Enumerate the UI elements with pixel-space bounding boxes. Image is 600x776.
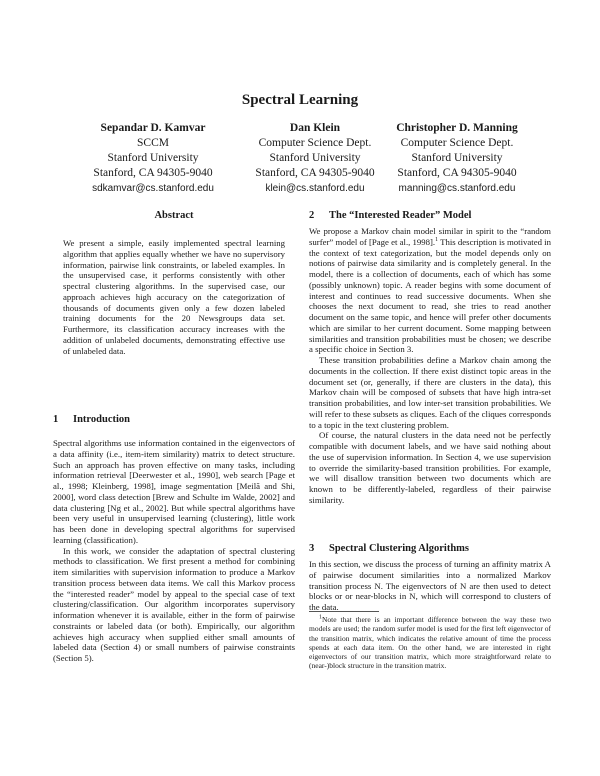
abstract-heading: Abstract [154, 210, 194, 221]
intro-paragraph-2: In this work, we consider the adaptation of spectral clustering methods to classification. We first present a method for combining item similarities with supervision information to produce a Markov transition process between data items. We call this Markov process the “interested reader” model by appeal to the special case of text clustering/classification. Our algorithm incorporates supervisory information whenever it is available, either in the form of pairwise constraints or labeled data (or both). Empirically, our algorithm achieves high accuracy when supplied either small amounts of labeled data (Section 4) or small numbers of pairwise constraints (Section 5). [53, 545, 295, 663]
model-paragraph-1 [309, 226, 551, 355]
author-org: Stanford University [107, 152, 199, 164]
model-paragraph-3: Of course, the natural clusters in the data need not be perfectly compatible with document labels, and we have said nothing about the use of supervision information. In Section 4, we use supervision to override the similarity-based transition probilities. For example, we will disallow transition between two documents which are known to be differently-labeled, regardless of their pairwise similarity. [309, 430, 551, 505]
footnote-marker: 1 [319, 614, 322, 621]
author-name: Christopher D. Manning [396, 122, 518, 134]
author-dept: Computer Science Dept. [400, 137, 514, 149]
section-heading [309, 210, 471, 221]
author-dept: Computer Science Dept. [258, 137, 372, 149]
section-heading [309, 543, 469, 554]
section-title: The “Interested Reader” Model [329, 210, 472, 221]
section-number: 2 [309, 210, 315, 221]
author-address: Stanford, CA 94305-9040 [397, 167, 517, 179]
paper-title: Spectral Learning [241, 92, 359, 108]
author-email: klein@cs.stanford.edu [265, 183, 365, 194]
abstract-text: We present a simple, easily implemented spectral learning algorithm that applies equally whether we have no supervisory information, pairwise link constraints, or labeled examples. In the unsupervised case, it performs consistently with other spectral clustering algorithms. In the supervised case, our approach achieves high accuracy on the categorization of thousands of documents given only a few dozen labeled training documents for the 20 Newsgroups data set. Furthermore, its classification accuracy increases with the addition of unlabeled documents, demonstrating effective use of unlabeled data. [63, 238, 285, 356]
author-org: Stanford University [269, 152, 361, 164]
author-email: sdkamvar@cs.stanford.edu [92, 183, 214, 194]
author-org: Stanford University [411, 152, 503, 164]
paragraph-text: We propose a Markov chain model similar in spirit to the “random surfer” model of [Page et al., 1998]. [309, 226, 551, 247]
author-name: Dan Klein [289, 122, 341, 134]
section-heading [53, 414, 130, 425]
footnote-marker: 1 [435, 236, 439, 243]
footnote-text [309, 615, 551, 671]
section-number: 1 [53, 414, 59, 425]
model-paragraph-2: These transition probabilities define a Markov chain among the documents in the collection. If there exist distinct topic areas in the document set (or, generally, if there are clusters in the data), this Markov chain will be composed of subsets that have high intra-set transition probabilities, and low inter-set transition probabilities. We will refer to these subsets as cliques. Each of the cliques corresponds to a topic in the text clustering problem. [309, 355, 551, 430]
section-title: Introduction [73, 414, 130, 425]
footnote [309, 611, 551, 671]
section-title: Spectral Clustering Algorithms [329, 543, 469, 554]
author-address: Stanford, CA 94305-9040 [255, 167, 375, 179]
author-email: manning@cs.stanford.edu [398, 183, 516, 194]
paragraph-text: This description is motivated in the context of text categorization, but the model depends only on notions of pairwise data similarity and is completely general. In the model, there is a collection of documents, each of which has some (possibly unknown) topic. A reader begins with some document of interest and continues to read successive documents. When she chooses the next document to read, she tries to read another document on the same topic, and hence will prefer other documents which are similar to her current document. Some mapping between similarities and transition probabilities must be chosen; we describe a specific choice in Section 3. [309, 236, 551, 355]
section-number: 3 [309, 543, 315, 554]
intro-paragraph-1: Spectral algorithms use information contained in the eigenvectors of a data affinity (i.e., item-item similarity) matrix to detect structure. Such an approach has proven effective on many tasks, including information retrieval [Deerwester et al., 1990], web search [Page et al., 1998; Kleinberg, 1998], image segmentation [Meilă and Shi, 2000], word class detection [Brew and Schulte im Walde, 2002] and data clustering [Ng et al., 2002]. But while spectral algorithms have been very useful in unsupervised learning (clustering), little work has been done in developing spectral algorithms for supervised learning (classification). [53, 438, 295, 545]
spectral-paragraph-1: In this section, we discuss the process of turning an affinity matrix A of pairwise document similarities into a normalized Markov transition process N. The eigenvectors of N are then used to detect blocks or or near-blocks in N, which will correspond to clusters of the data. [309, 559, 551, 612]
author-dept: SCCM [137, 137, 169, 149]
footnote-body: Note that there is an important difference between the way these two models are used; the random surfer model is used for the first left eigenvector of the transition matrix, which indicates the relative amount of time the process spends at each data item. On the other hand, we are interested in right eigenvectors of our transition matrix, which more straightforward relate to (near-)block structure in the transition matrix. [309, 615, 551, 671]
footnote-rule [309, 611, 379, 612]
author-block-manning [362, 121, 552, 196]
author-address: Stanford, CA 94305-9040 [93, 167, 213, 179]
author-name: Sepandar D. Kamvar [100, 122, 206, 134]
